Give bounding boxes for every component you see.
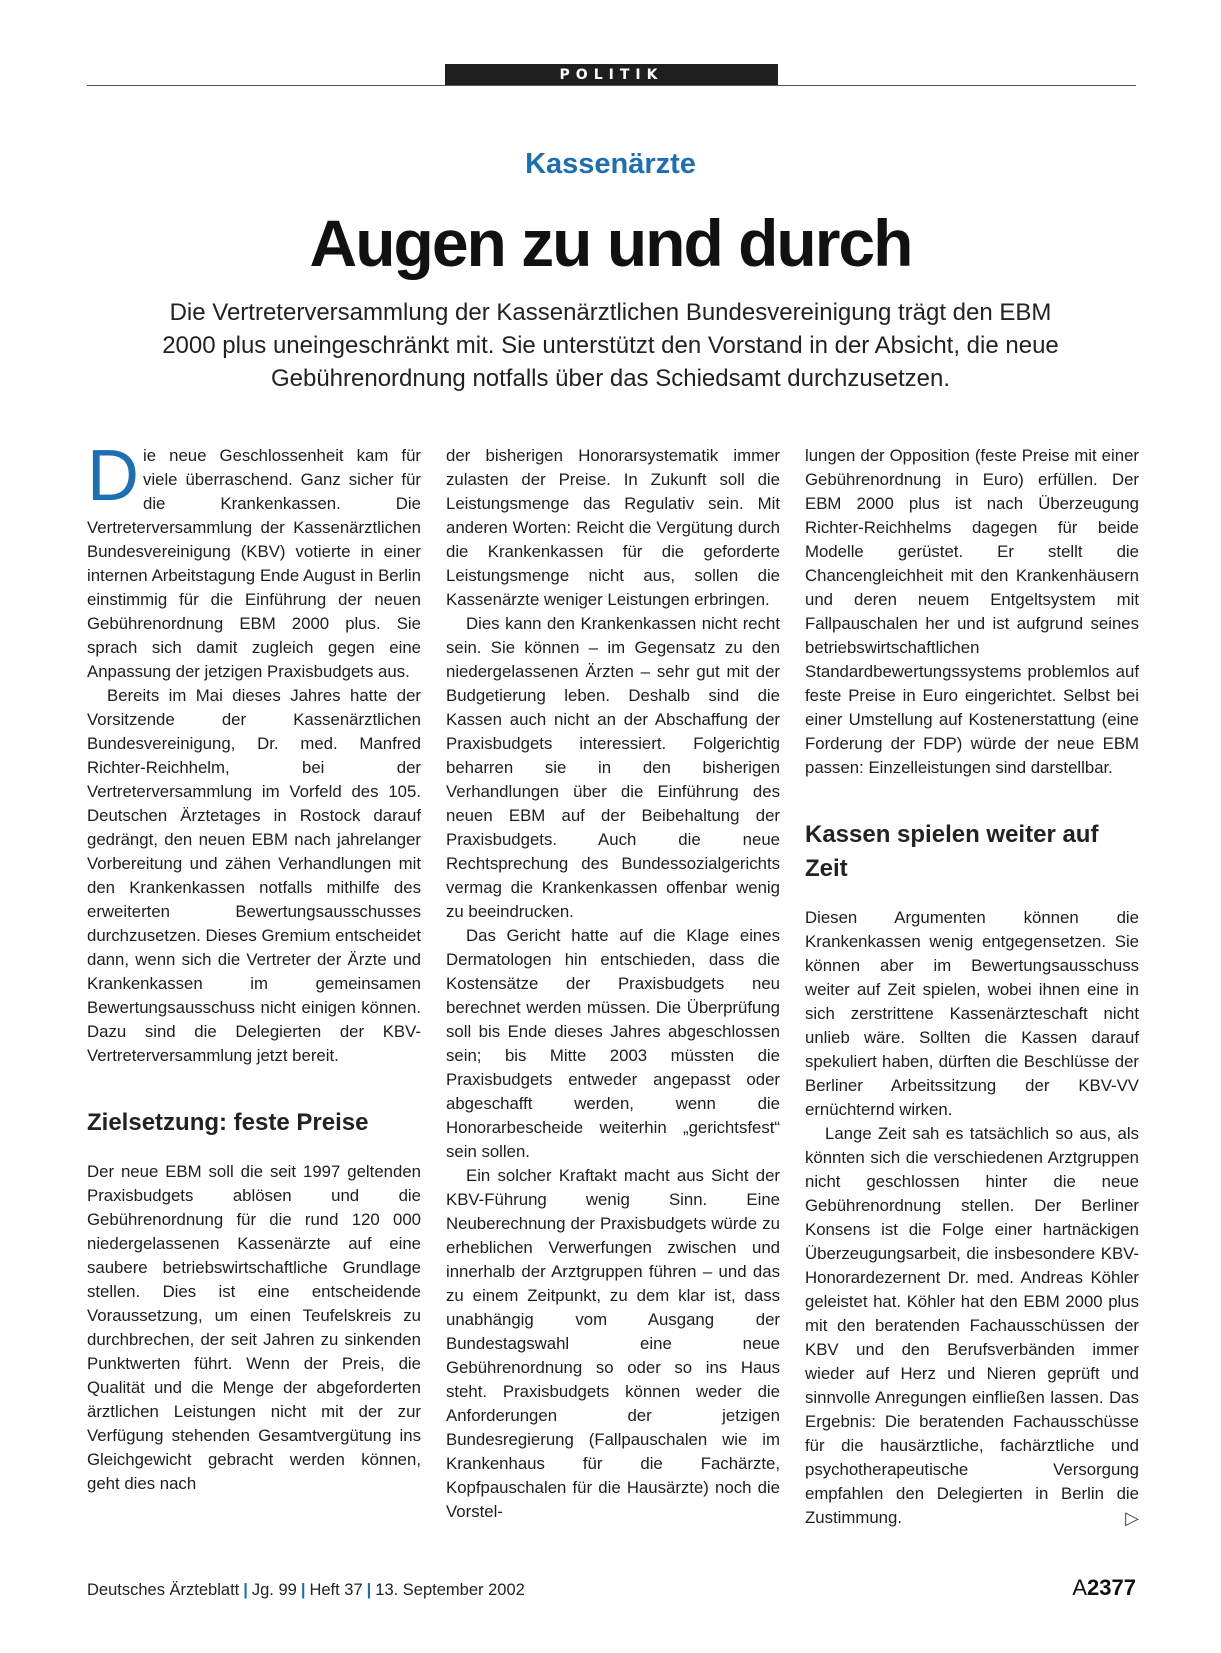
article-column-3 [805,444,1139,1530]
paragraph: Ein solcher Kraftakt macht aus Sicht der KBV-Führung wenig Sinn. Eine Neuberechnung der Praxisbudgets würde zu erheblichen Verwerfungen zwischen und innerhalb der Arztgruppen führen – und das zu einem Zeitpunkt, zu dem klar ist, dass unabhängig vom Ausgang der Bundestagswahl eine neue Gebührenordnung so oder so ins Haus steht. Praxisbudgets können weder die Anforderungen der jetzigen Bundesregierung (Fallpauschalen wie im Krankenhaus für die Fachärzte, Kopfpauschalen für die Hausärzte) noch die Vorstel- [446,1166,780,1521]
paragraph: Diesen Argumenten können die Krankenkassen wenig entgegensetzen. Sie können aber im Bewertungsausschuss weiter auf Zeit spielen, wobei ihnen eine in sich zerstrittene Kassenärzteschaft nicht unlieb wäre. Sollten die Kassen darauf spekuliert haben, dürften die Beschlüsse der Berliner Arbeitssitzung der KBV-VV ernüchternd wirken. [805,908,1139,1119]
issue-date: 13. September 2002 [375,1581,525,1599]
header-rule [87,85,1136,86]
section-label: POLITIK [445,64,778,86]
paragraph: Die neue Geschlossenheit kam für viele überraschend. Ganz sicher für die Krankenkassen. Die Vertreterversammlung der Kassenärztlichen Bundesvereinigung (KBV) votierte in einer internen Arbeitstagung Ende August in Berlin einstimmig für die Einführung der neuen Gebührenordnung EBM 2000 plus. Sie sprach sich damit zugleich gegen eine Anpassung der jetzigen Praxisbudgets aus. [87,436,421,681]
journal-volume: Jg. 99 [251,1581,297,1599]
paragraph: Der neue EBM soll die seit 1997 geltenden Praxisbudgets ablösen und die Gebührenordnung für die rund 120 000 niedergelassenen Kassenärzte auf eine saubere betriebswirtschaftliche Grundlage stellen. Dies ist eine entscheidende Voraussetzung, um einen Teufelskreis zu durchbrechen, der seit Jahren zu sinkenden Punktwerten führt. Wenn der Preis, die Qualität und die Menge der abgeforderten ärztlichen Leistungen nicht mit der zur Verfügung stehenden Gesamtvergütung ins Gleichgewicht gebracht werden können, geht dies nach [87,1162,421,1493]
article-column-1 [87,436,421,1496]
paragraph: Bereits im Mai dieses Jahres hatte der Vorsitzende der Kassenärztlichen Bundesvereinigung, Dr. med. Manfred Richter-Reichhelm, bei der Vertreterversammlung im Vorfeld des 105. Deutschen Ärztetages in Rostock darauf gedrängt, den neuen EBM nach jahrelanger Vorbereitung und zähen Verhandlungen mit den Krankenkassen notfalls mithilfe des erweiterten Bewertungsausschusses durchzusetzen. Dieses Gremium entscheidet dann, wenn sich die Vertreter der Ärzte und Krankenkassen im gemeinsamen Bewertungsausschuss nicht einigen können. Dazu sind die Delegierten der KBV-Vertreterversammlung jetzt bereit. [87,686,421,1065]
continue-arrow-icon: ▷ [1125,1508,1139,1528]
paragraph: der bisherigen Honorarsystematik immer zulasten der Preise. In Zukunft soll die Leistungsmenge das Regulativ sein. Mit anderen Worten: Reicht die Vergütung durch die Krankenkassen für die geforderte Leistungsmenge nicht aus, sollen die Kassenärzte weniger Leistungen erbringen. [446,446,780,609]
page-number [1072,1575,1136,1601]
subheading-zielsetzung: Zielsetzung: feste Preise [87,1109,369,1136]
journal-name: Deutsches Ärzteblatt [87,1581,240,1599]
article-lead: Die Vertreterversammlung der Kassenärztlichen Bundesvereinigung trägt den EBM 2000 plus uneingeschränkt mit. Sie unterstützt den Vorstand in der Absicht, die neue Gebührenordnung notfalls über das Schiedsamt durchzusetzen. [162,299,1059,392]
subheading-kassen: Kassen spielen weiter auf Zeit [805,821,1099,882]
drop-cap: D [87,436,139,516]
paragraph: Dies kann den Krankenkassen nicht recht sein. Sie können – im Gegensatz zu den niedergelassenen Ärzten – sehr gut mit der Budgetierung leben. Deshalb sind die Kassen auch nicht an der Abschaffung der Praxisbudgets interessiert. Folgerichtig beharren sie in den bisherigen Verhandlungen über die Einführung des neuen EBM auf der Beibehaltung der Praxisbudgets. Auch die neue Rechtsprechung des Bundessozialgerichts vermag die Krankenkassen offenbar wenig zu beeindrucken. [446,614,780,921]
journal-issue: Heft 37 [309,1581,363,1599]
paragraph: lungen der Opposition (feste Preise mit einer Gebührenordnung in Euro) erfüllen. Der EBM 2000 plus ist nach Überzeugung Richter-Reichhelms dagegen für beide Modelle gerüstet. Er stellt die Chancengleichheit mit den Krankenhäusern und deren neuem Entgeltsystem mit Fallpauschalen her und ist aufgrund seines betriebswirtschaftlichen Standardbewertungssystems problemlos auf feste Preise in Euro eingerichtet. Selbst bei einer Umstellung auf Kostenerstattung (eine Forderung der FDP) würde der neue EBM passen: Einzelleistungen sind darstellbar. [805,446,1139,777]
footer-citation: Deutsches Ärzteblatt | Jg. 99 | Heft 37 | 13. September 2002 [87,1581,525,1599]
article-headline: Augen zu und durch [309,206,912,280]
article-kicker: Kassenärzte [525,148,696,180]
paragraph: Lange Zeit sah es tatsächlich so aus, als könnten sich die verschiedenen Arztgruppen nicht geschlossen hinter die neue Gebührenordnung stellen. Der Berliner Konsens ist die Folge einer hartnäckigen Überzeugungsarbeit, die insbesondere KBV-Honorardezernent Dr. med. Andreas Köhler geleistet hat. Köhler hat den EBM 2000 plus mit den beratenden Fachausschüssen der KBV und den Berufsverbänden immer wieder auf Herz und Nieren geprüft und sinnvolle Anregungen einfließen lassen. Das Ergebnis: Die beratenden Fachausschüsse für die hausärztliche, fachärztliche und psychotherapeutische Versorgung empfahlen den Delegierten in Berlin die Zustimmung. ▷ [805,1124,1139,1528]
page-prefix: A [1072,1575,1088,1600]
article-column-2 [446,444,780,1524]
page-number-value: 2377 [1087,1575,1136,1600]
paragraph: Das Gericht hatte auf die Klage eines Dermatologen hin entschieden, dass die Kostensätze der Praxisbudgets neu berechnet werden müssen. Die Überprüfung soll bis Ende dieses Jahres abgeschlossen sein; bis Mitte 2003 müssten die Praxisbudgets entweder angepasst oder abgeschafft werden, wenn die Honorarbescheide weiterhin „gerichtsfest“ sein sollen. [446,926,780,1161]
